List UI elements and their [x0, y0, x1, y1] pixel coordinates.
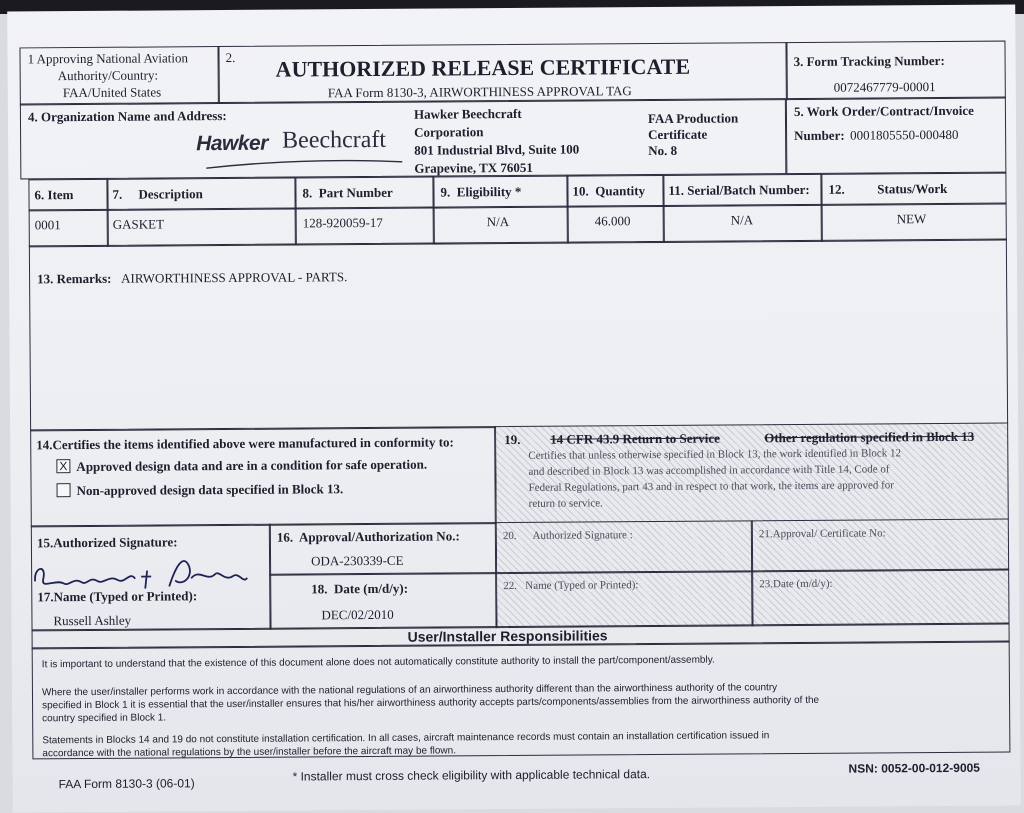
block4-label: 4. Organization Name and Address:: [27, 107, 227, 125]
production-cert-line1: FAA Production: [647, 110, 739, 127]
block15-label: 15.Authorized Signature:: [36, 534, 178, 551]
form-number-footer: FAA Form 8130-3 (06-01): [58, 776, 195, 792]
block17-label: 17.Name (Typed or Printed):: [37, 588, 198, 605]
row-part-number: 128-920059-17: [302, 214, 383, 231]
remarks-label: 13. Remarks:: [37, 270, 112, 287]
org-name-line2: Corporation: [414, 124, 484, 140]
org-address-line2: Grapevine, TX 76051: [414, 159, 533, 176]
responsibilities-paragraph-2b: specified in Block 1 it is essential that the user/installer ensures that his/her airworthiness authority accepts parts/components/assemblies from the airworthiness authority of the: [42, 694, 820, 712]
block5-label: 5. Work Order/Contract/Invoice: [793, 102, 974, 120]
block23-label: 23.Date (m/d/y):: [759, 577, 833, 591]
eligibility-footnote: * Installer must cross check eligibility with applicable technical data.: [292, 767, 651, 784]
block14-label: 14.Certifies the items identified above were manufactured in conformity to:: [36, 434, 454, 453]
production-cert-line3: No. 8: [648, 142, 678, 159]
block18-label: 18. Date (m/d/y):: [311, 580, 409, 597]
block2-number: 2.: [225, 49, 236, 66]
form-title: AUTHORIZED RELEASE CERTIFICATE: [275, 53, 691, 82]
header-serial: 11. Serial/Batch Number:: [668, 181, 810, 198]
logo-word-hawker: Hawker: [196, 131, 268, 156]
work-order-number: 0001805550-000480: [850, 126, 959, 143]
block22-label: 22. Name (Typed or Printed):: [503, 579, 639, 593]
block17-value: Russell Ashley: [53, 612, 132, 629]
org-address-line1: 801 Industrial Blvd, Suite 100: [414, 141, 580, 158]
row-quantity: 46.000: [594, 213, 631, 229]
row-eligibility: N/A: [486, 214, 510, 230]
header-quantity: 10. Quantity: [572, 183, 646, 199]
logo-swoosh-icon: [204, 159, 404, 170]
block19-number: 19.: [504, 431, 521, 448]
nsn-number: NSN: 0052-00-012-9005: [848, 760, 980, 776]
block19-option-return-to-service: 14 CFR 43.9 Return to Service: [550, 430, 720, 447]
block21-label: 21.Approval/ Certificate No:: [758, 527, 886, 541]
block19-text-line3: Federal Regulations, part 43 and in respect to that work, the items are approved for: [528, 479, 894, 494]
row-serial: N/A: [730, 212, 754, 228]
approved-design-label: Approved design data and are in a condition for safe operation.: [76, 456, 428, 475]
responsibilities-paragraph-2a: Where the user/installer performs work in accordance with the national regulations of an airworthiness authority different than the airworthiness authority of the country: [41, 682, 778, 699]
approval-number: ODA-230339-CE: [311, 552, 404, 569]
block13-box: [29, 239, 1008, 432]
row-item: 0001: [34, 217, 61, 233]
block5-label-2: Number:: [794, 127, 845, 144]
row-description: GASKET: [112, 216, 165, 232]
responsibilities-paragraph-1: It is important to understand that the existence of this document alone does not automatically constitute authority to install the part/component/assembly.: [41, 654, 715, 671]
block18-date: DEC/02/2010: [321, 606, 394, 623]
header-part-number: 8. Part Number: [302, 184, 393, 201]
block16-label: 16. Approval/Authorization No.:: [276, 528, 460, 545]
tracking-number: 0072467779-00001: [833, 79, 936, 95]
approved-design-checkbox[interactable]: X: [56, 459, 70, 473]
block19-text-line1: Certifies that unless otherwise specified in Block 13, the work identified in Block 12: [528, 447, 902, 462]
block1-value: FAA/United States: [62, 84, 162, 101]
org-name-line1: Hawker Beechcraft: [413, 105, 522, 122]
block19-option-other-regulation: Other regulation specified in Block 13: [764, 428, 975, 446]
remarks-value: AIRWORTHINESS APPROVAL - PARTS.: [121, 269, 348, 286]
header-item: 6. Item: [34, 187, 74, 203]
row-status: NEW: [896, 211, 927, 227]
block20-label: 20. Authorized Signature :: [502, 529, 633, 543]
responsibilities-paragraph-2c: country specified in Block 1.: [42, 712, 167, 725]
block1-label-2: Authority/Country:: [57, 67, 159, 84]
non-approved-design-checkbox[interactable]: [57, 483, 71, 497]
responsibilities-paragraph-3b: accordance with the national regulations by the user/installer before the aircraft may be flown.: [42, 745, 456, 760]
block1-label: 1 Approving National Aviation: [27, 50, 189, 67]
header-eligibility: 9. Eligibility *: [440, 183, 522, 200]
form-subtitle: FAA Form 8130-3, AIRWORTHINESS APPROVAL TAG: [327, 83, 632, 101]
responsibilities-title: User/Installer Responsibilities: [407, 627, 608, 645]
block19-text-line4: return to service.: [528, 497, 603, 510]
header-description: 7. Description: [112, 186, 203, 202]
block3-label: 3. Form Tracking Number:: [793, 52, 945, 70]
production-cert-line2: Certificate: [648, 126, 708, 143]
hawker-beechcraft-logo: [196, 127, 406, 172]
non-approved-design-label: Non-approved design data specified in Block 13.: [76, 481, 344, 499]
certificate-form: [7, 4, 1021, 812]
logo-word-beechcraft: Beechcraft: [282, 126, 387, 154]
header-status: 12. Status/Work: [828, 180, 948, 197]
responsibilities-paragraph-3a: Statements in Blocks 14 and 19 do not constitute installation certification. In all cases, aircraft maintenance records must contain an installation certification issued in: [42, 730, 770, 747]
block19-text-line2: and described in Block 13 was accomplished in accordance with Title 14, Code of: [528, 463, 890, 478]
